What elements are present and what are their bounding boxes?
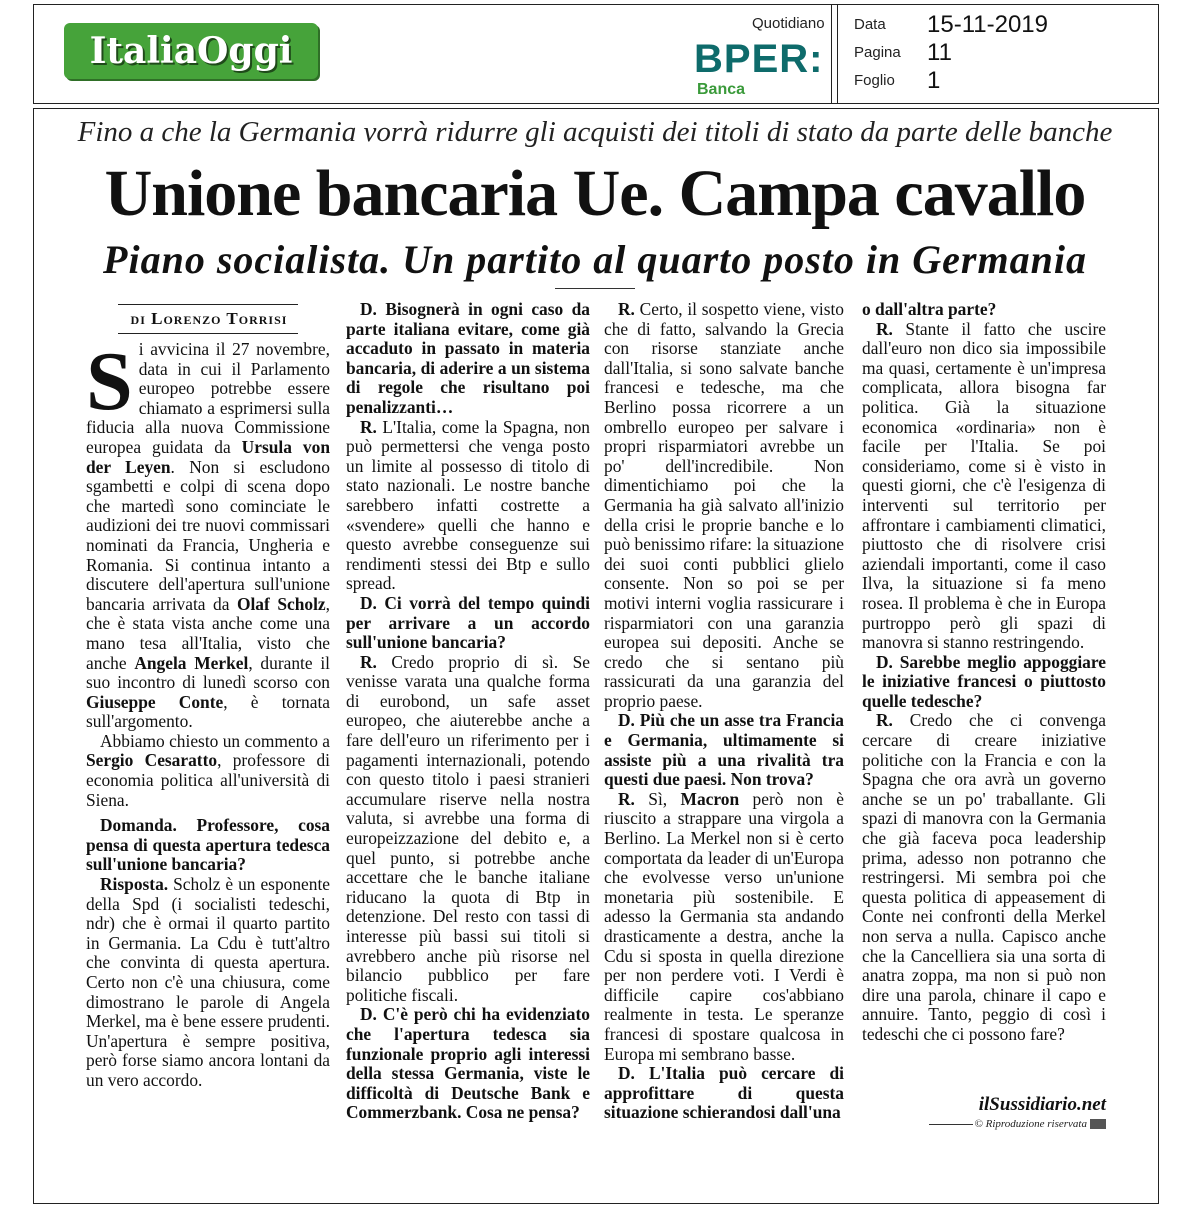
answer-text: però non è riuscito a strappare una virgola a Berlino. La Merkel non si è certo comportata da leader di un'Europa che evolvesse verso un'unione monetaria più sostenibile. E adesso la Germania sta andando drasticamente a destra, anche la Cdu si sposta in quella direzione per non perdere voti. I Verdi è difficile capire cos'abbiano realmente in testa. Le speranze francesi di spostare qualcosa in Europa mi sembrano basse. [604, 788, 845, 1064]
bper-logo: BPER: [694, 37, 824, 81]
text-run: , che è stata vista anche come una mano tesa all'Italia, visto che anche [86, 593, 330, 673]
answer [346, 653, 590, 1006]
question: D. L'Italia può cercare di approfittare di questa situazione schierandosi dall'una [604, 1063, 844, 1123]
answer-text: L'Italia, come la Spagna, non può permettersi che venga posto un limite al possesso di titolo di stato nazionali. Le nostre banche sarebbero infatti costrette a «svendere» quelli che hanno e questo avrebbe conseguenze sui rendimenti stessi dei Btp e sullo spread. [346, 416, 590, 594]
bper-banca-label: Banca [697, 81, 746, 98]
person-name: Olaf Scholz [236, 593, 326, 614]
answer [346, 418, 590, 594]
question: Domanda. Professore, cosa pensa di questa apertura tedesca sull'unione bancaria? [86, 815, 330, 875]
meta-value-foglio: 1 [927, 67, 941, 94]
text-run: , professore di economia politica all'università di Siena. [86, 750, 330, 810]
question: D. Bisognerà in ogni caso da parte italiana evitare, come già accaduto in passato in materia bancaria, di aderire a un sistema di regole che risultano poi penalizzanti… [346, 299, 590, 417]
italiaoggi-logo [64, 23, 318, 79]
question-continued: o dall'altra parte? [862, 299, 997, 319]
meta-value-pagina: 11 [927, 39, 952, 66]
text-run: Abbiamo chiesto un commento a [100, 730, 330, 751]
answer-text: Stante il fatto che uscire dall'euro non dico sia impossibile ma quasi, certamente è un'impresa complicata, allora bisogna far politica. Già la situazione economica «ordinaria» non è facile per l'Italia. Se poi consideriamo, come si è visto in questi giorni, che c'è l'esigenza di interventi sul territorio per affrontare i cambiamenti climatici, piuttosto che di risolvere crisi aziendali importanti, come il caso Ilva, la situazione si fa meno rosea. Il problema è che in Europa purtroppo però gli spazi di manovra si stanno restringendo. [862, 318, 1106, 653]
article-kicker: Fino a che la Germania vorrà ridurre gli acquisti dei titoli di stato da parte delle banche [77, 116, 1113, 148]
answer-text: Credo che ci convenga cercare di creare iniziative politiche con la Francia e con la Spagna che ora avrà un governo anche se un po' traballante. Gli spazi di manovra con la Germania che già faceva poca leadership prima, adesso non potranno che restringersi. Mi sembra poi che questa politica di appeasement di Conte nei confronti della Merkel non serva a nulla. Capisco anche che la Cancelliera sia una sorta di anatra zoppa, ma non si può non dire una parola, chinare il capo e annuire. Tanto, peggio di così i tedeschi che ci possono fare? [862, 710, 1106, 1044]
rights-text: © Riproduzione riservata [974, 1118, 1087, 1130]
byline-rule [118, 304, 298, 305]
answer-label: R. [360, 416, 377, 437]
answer [86, 875, 330, 1091]
article-source: ilSussidiario.net [978, 1094, 1106, 1115]
article-subtitle: Piano socialista. Un partito al quarto posto in Germania [103, 237, 1087, 282]
rights-rule [929, 1124, 973, 1125]
text-run: , è tornata sull'argomento. [86, 691, 330, 732]
answer [604, 790, 844, 1064]
meta-label-pagina: Pagina [854, 44, 901, 61]
answer-label: R. [360, 651, 377, 672]
answer-text: Scholz è un esponente della Spd (i socialisti tedeschi, ndr) che è ormai il quarto partito in Germania. La Cdu è tutt'altro che convinta di questa apertura. Certo non c'è una chiusura, come dimostrano le parole di Angela Merkel, ma è bene essere prudenti. Un'apertura è sempre positiva, però forse siamo ancora lontani da un vero accordo. [86, 874, 330, 1090]
answer [862, 320, 1106, 653]
meta-label-foglio: Foglio [854, 72, 895, 89]
question: D. Sarebbe meglio appoggiare le iniziative francesi o piuttosto quelle tedesche? [862, 651, 1106, 711]
person-name: Sergio Cesaratto [86, 750, 218, 771]
person-name: Macron [680, 788, 740, 809]
answer-label: R. [876, 318, 893, 339]
header-divider [837, 5, 838, 103]
logo-text: ItaliaOggi [89, 30, 293, 72]
article-column-2 [346, 300, 590, 1123]
article-column-4 [862, 300, 1106, 1045]
byline: di Lorenzo Torrisi [130, 309, 288, 328]
question: D. C'è però chi ha evidenziato che l'apertura tedesca sia funzionale proprio agli interessi della stessa Germania, viste le difficoltà di Deutsche Bank e Commerzbank. Cosa ne pensa? [346, 1004, 590, 1123]
article-column-3 [604, 300, 844, 1123]
text-run: , durante il suo incontro di lunedì scorso con [86, 652, 331, 693]
answer-text: Sì, [634, 788, 681, 809]
question: D. Ci vorrà del tempo quindi per arrivare a un accordo sull'unione bancaria? [346, 592, 590, 653]
answer-label: Risposta. [100, 874, 169, 895]
intro-paragraph [86, 335, 331, 732]
drop-cap: S [86, 335, 133, 428]
answer [604, 300, 844, 711]
answer-label: R. [876, 710, 893, 731]
quotidiano-label: Quotidiano [752, 15, 825, 32]
title-rule [555, 288, 635, 289]
text-run: . Non si escludono sgambetti e colpi di scena dopo che martedì sono cominciate le audizioni dei tre nuovi commissari nominati da Francia, Ungheria e Romania. Si continua intanto a discutere dell'apertura sull'unione bancaria arrivata da [86, 456, 330, 614]
page-header [33, 4, 1159, 104]
question: D. Più che un asse tra Francia e Germania, ultimamente si assiste più a una rivalità tra questi due paesi. Non trova? [604, 710, 844, 790]
paragraph [86, 732, 330, 810]
text-run: i avvicina il 27 novembre, data in cui il Parlamento europeo potrebbe essere chiamato a esprimersi sulla fiducia alla nuova Commissione europea guidata da [86, 339, 330, 457]
meta-label-data: Data [854, 16, 886, 33]
copyright-notice [862, 1118, 1106, 1130]
answer-text: Credo proprio di sì. Se venisse varata una qualche forma di eurobond, un safe asset europeo, che aiuterebbe anche a fare dell'euro un riferimento per i pagamenti internazionali, potendo con questo titolo i paesi stranieri accumulare riserve nella nostra valuta, si avrebbe una forma di europeizzazione del debito e, a quel punto, si potrebbe anche accettare che le banche italiane riducano la quota di Btp in detenzione. Del resto con tassi di interesse più bassi sui titoli si avrebbero anche più risorse nel bilancio pubblico per fare politiche fiscali. [346, 651, 590, 1005]
answer-label: R. [618, 299, 635, 319]
answer-label: R. [618, 788, 635, 809]
rights-block-icon [1090, 1119, 1106, 1129]
meta-value-data: 15-11-2019 [927, 11, 1048, 38]
person-name: Ursula von der Leyen [86, 436, 330, 477]
byline-rule [118, 333, 298, 334]
person-name: Angela Merkel [134, 652, 249, 673]
answer-text: Certo, il sospetto viene, visto che di fatto, salvando la Grecia con risorse stanziate anche dall'Italia, si sono salvate banche francesi e tedesche, ma che Berlino possa ricorrere a un ombrello europeo per salvare i propri risparmiatori avrebbe un po' dell'incredibile. Non dimentichiamo poi che la Germania ha già salvato all'inizio della crisi le proprie banche e lo può benissimo rifare: la situazione dei suoi conti pubblici glielo consente. Non so poi se per motivi interni voglia rassicurare i risparmiatori con una garanzia europea sui depositi. Anche se credo che si sentano più rassicurati da una garanzia del proprio paese. [604, 299, 844, 711]
article-title: Unione bancaria Ue. Campa cavallo [104, 157, 1086, 230]
header-divider [831, 5, 832, 103]
person-name: Giuseppe Conte [86, 691, 224, 712]
article-column-1 [86, 335, 331, 1091]
answer [862, 711, 1106, 1044]
